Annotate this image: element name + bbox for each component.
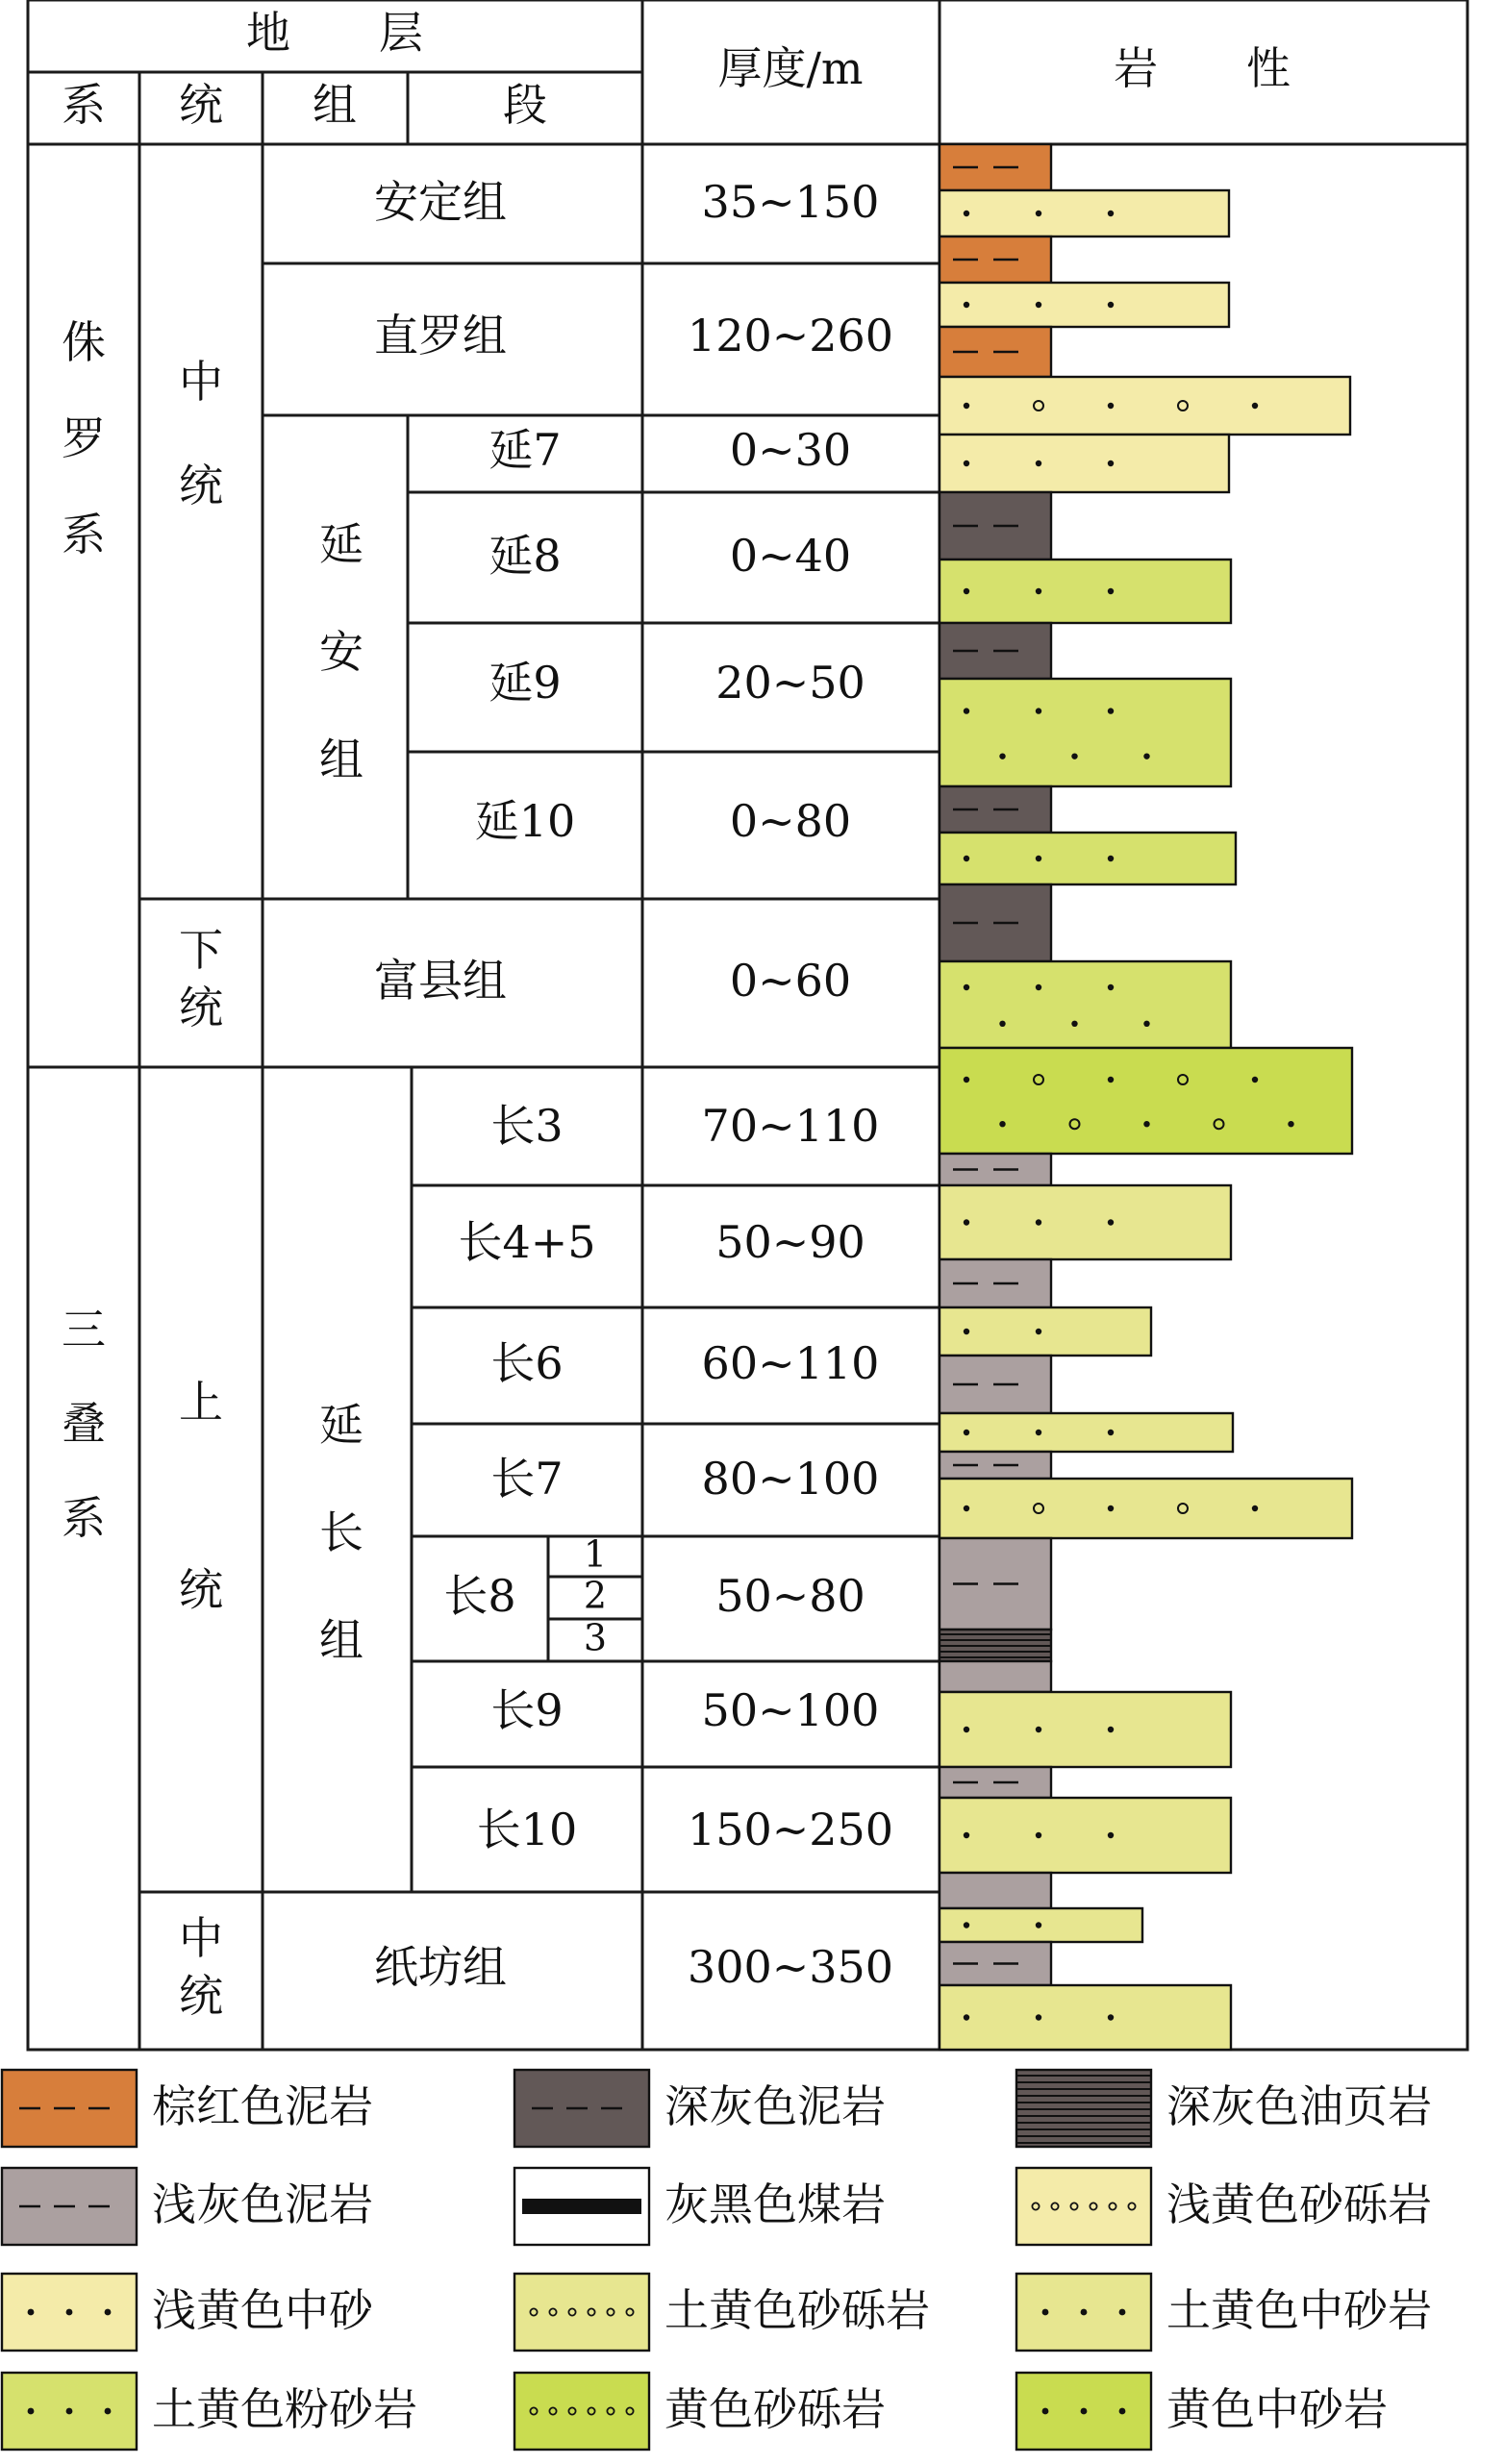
legend-item (1016, 2373, 1388, 2450)
bed-light-gray-mudstone-5 (940, 1538, 1051, 1630)
legend-swatch (514, 2373, 649, 2450)
bed-dark-gray-mudstone-3 (940, 786, 1051, 833)
series-upper-triassic: 上统 (179, 1376, 223, 1616)
bed-light-gray-mudstone-2 (940, 1259, 1051, 1307)
bed-dark-gray-mudstone-4 (940, 884, 1051, 961)
thickness-zhiluo: 120~260 (687, 310, 894, 361)
member-yan9: 延9 (489, 657, 562, 709)
thickness-chang45: 50~90 (715, 1216, 865, 1268)
bed-light-yellow-glutenite-1 (940, 377, 1350, 435)
legend-item (514, 2070, 886, 2147)
thickness-yan10: 0~80 (729, 795, 852, 847)
bed-earthy-sand-3 (940, 1413, 1233, 1452)
bed-earthy-sand-4 (940, 1692, 1231, 1767)
header-member: 段 (503, 79, 547, 131)
bed-siltstone-1 (940, 560, 1231, 623)
bed-earthy-sand-6 (940, 1908, 1142, 1942)
formation-yanan: 延安组 (319, 518, 363, 785)
legend-label: 灰黑色煤岩 (664, 2178, 886, 2230)
legend-label: 深灰色油页岩 (1166, 2080, 1432, 2132)
series-middle-jurassic: 中统 (179, 356, 223, 511)
thickness-chang8: 50~80 (715, 1570, 865, 1622)
member-yan8: 延8 (489, 530, 562, 582)
legend-item (2, 2070, 373, 2147)
system-jurassic: 侏罗系 (62, 316, 106, 560)
bed-earthy-sand-5 (940, 1798, 1231, 1873)
bed-siltstone-4 (940, 961, 1231, 1048)
series-lower-jurassic: 下统 (179, 924, 223, 1033)
thickness-chang6: 60~110 (701, 1337, 880, 1389)
formation-zhiluo: 直罗组 (374, 310, 507, 361)
bed-light-gray-mudstone-9 (940, 1942, 1051, 1985)
bed-oil-shale (940, 1630, 1051, 1661)
bed-light-gray-mudstone-4 (940, 1452, 1051, 1479)
bed-brown-mudstone-1 (940, 144, 1051, 190)
bed-earthy-sand-2 (940, 1307, 1151, 1356)
bed-earthy-sand-1 (940, 1185, 1231, 1259)
bed-siltstone-2 (940, 679, 1231, 786)
legend-item (2, 2168, 373, 2245)
header-lithology: 岩 性 (1114, 42, 1291, 94)
bed-dark-gray-mudstone-1 (940, 492, 1051, 560)
table-frame (28, 0, 1467, 2050)
legend-label: 浅灰色泥岩 (152, 2178, 373, 2230)
thickness-chang9: 50~100 (701, 1684, 880, 1736)
series-middle-triassic: 中统 (179, 1912, 223, 2022)
legend-item (514, 2274, 930, 2351)
legend-label: 黄色砂砾岩 (664, 2383, 886, 2435)
legend-swatch (1016, 2168, 1151, 2245)
legend (2, 2070, 1432, 2450)
chang8-sub-3: 3 (583, 1616, 608, 1659)
header-strata: 地 层 (246, 7, 423, 59)
bed-light-yellow-sand-2 (940, 283, 1229, 327)
legend-label: 棕红色泥岩 (152, 2080, 373, 2132)
member-yan10: 延10 (474, 795, 576, 847)
thickness-zhifang: 300~350 (687, 1941, 894, 1993)
thickness-anding: 35~150 (701, 176, 880, 228)
legend-item (2, 2274, 375, 2351)
legend-label: 黄色中砂岩 (1166, 2383, 1388, 2435)
header-thickness: 厚度/m (717, 42, 864, 94)
bed-light-yellow-sand-3 (940, 435, 1229, 492)
bed-dark-gray-mudstone-2 (940, 623, 1051, 679)
thickness-yan7: 0~30 (729, 424, 852, 476)
bed-brown-mudstone-3 (940, 327, 1051, 377)
thickness-values (688, 176, 893, 1993)
legend-label: 土黄色中砂岩 (1166, 2284, 1432, 2336)
member-chang3: 长3 (490, 1100, 564, 1152)
bed-light-gray-mudstone-7 (940, 1767, 1051, 1798)
bed-light-gray-mudstone-6 (940, 1661, 1051, 1692)
member-yan7: 延7 (489, 424, 562, 476)
thickness-yan9: 20~50 (715, 657, 865, 709)
legend-label: 土黄色砂砾岩 (664, 2284, 930, 2336)
bed-siltstone-3 (940, 833, 1236, 884)
formation-yanchang: 延长组 (319, 1399, 363, 1666)
table-header (62, 7, 1291, 131)
member-chang8: 长8 (443, 1570, 516, 1622)
legend-label: 土黄色粉砂岩 (152, 2383, 417, 2435)
legend-swatch (514, 2274, 649, 2351)
bed-earthy-sand-7 (940, 1985, 1231, 2050)
thickness-yan8: 0~40 (729, 530, 852, 582)
header-formation: 组 (313, 79, 357, 131)
bed-light-yellow-sand-1 (940, 190, 1229, 236)
bed-light-gray-mudstone-3 (940, 1356, 1051, 1413)
bed-yellow-glutenite (940, 1048, 1352, 1154)
member-chang9: 长9 (490, 1684, 564, 1736)
legend-item (1016, 2274, 1432, 2351)
header-system: 系 (62, 79, 106, 131)
formation-zhifang: 纸坊组 (374, 1941, 507, 1993)
lithology-column (940, 144, 1352, 2050)
formation-fuxian: 富县组 (374, 955, 507, 1007)
chang8-sub-2: 2 (583, 1574, 608, 1617)
member-chang45: 长4+5 (458, 1216, 596, 1268)
thickness-fuxian: 0~60 (729, 955, 852, 1007)
member-chang10: 长10 (476, 1804, 578, 1855)
legend-item (1016, 2168, 1432, 2245)
bed-light-gray-mudstone-1 (940, 1154, 1051, 1185)
legend-item (2, 2373, 417, 2450)
legend-label: 浅黄色中砂 (152, 2284, 373, 2336)
thickness-chang7: 80~100 (701, 1453, 880, 1505)
member-chang6: 长6 (490, 1337, 564, 1389)
header-series: 统 (179, 79, 223, 131)
thickness-chang10: 150~250 (687, 1804, 894, 1855)
chang8-sub-1: 1 (583, 1532, 608, 1576)
system-triassic: 三叠系 (62, 1304, 106, 1544)
legend-item (514, 2168, 886, 2245)
bed-light-gray-mudstone-8 (940, 1873, 1051, 1908)
table-grid (28, 0, 1467, 2050)
member-chang7: 长7 (490, 1453, 564, 1505)
vertical-labels (62, 316, 363, 2022)
legend-label: 浅黄色砂砾岩 (1166, 2178, 1432, 2230)
legend-label: 深灰色泥岩 (664, 2080, 886, 2132)
bed-brown-mudstone-2 (940, 236, 1051, 283)
legend-item (1016, 2070, 1432, 2147)
legend-item (514, 2373, 886, 2450)
thickness-chang3: 70~110 (701, 1100, 880, 1152)
formation-anding: 安定组 (374, 176, 507, 228)
bed-earthy-glutenite (940, 1479, 1352, 1538)
